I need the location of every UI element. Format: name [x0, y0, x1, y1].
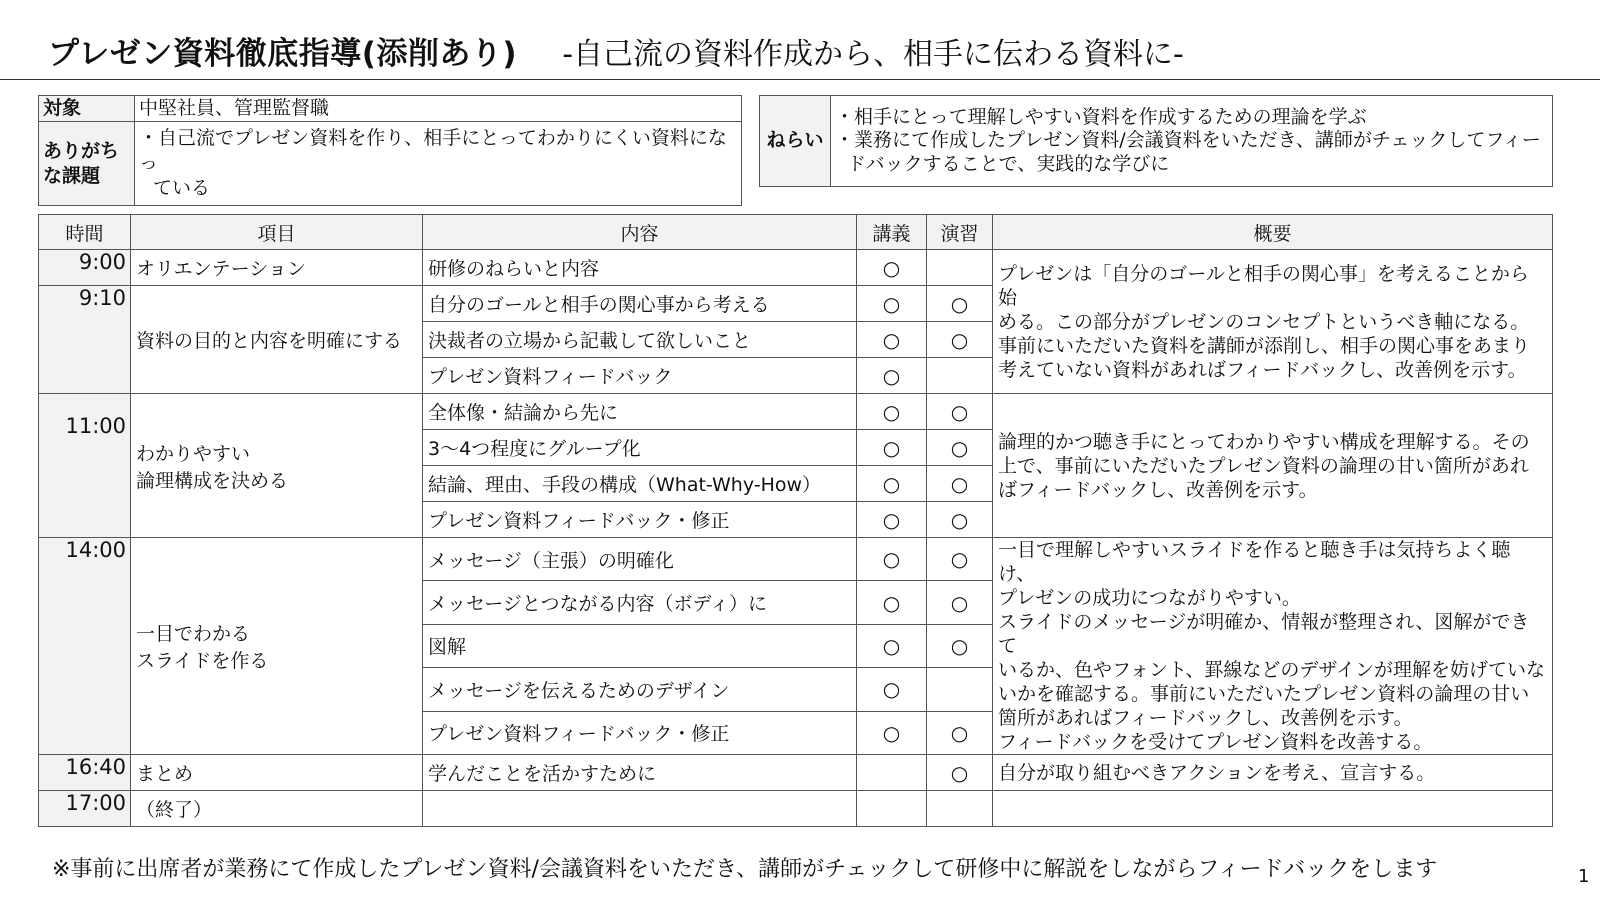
- table-row: [39, 755, 1553, 791]
- summary-cell: [993, 250, 1553, 394]
- time-cell: 17:00: [39, 791, 131, 827]
- content-cell: 3～4つ程度にグループ化: [423, 430, 857, 466]
- time-cell: 11:00: [39, 394, 131, 538]
- time-cell: 9:00: [39, 250, 131, 286]
- content-cell: 研修のねらいと内容: [423, 250, 857, 286]
- summary-cell: 自分が取り組むべきアクションを考え、宣言する。: [993, 755, 1553, 791]
- lecture-mark: ○: [857, 430, 927, 466]
- target-label: 対象: [39, 96, 135, 122]
- summary-line: 箇所があればフィードバックし、改善例を示す。: [998, 707, 1413, 729]
- table-row: [39, 538, 1553, 581]
- item-line: 論理構成を決める: [136, 469, 289, 492]
- exercise-mark: ○: [927, 755, 993, 791]
- exercise-mark: ○: [927, 322, 993, 358]
- summary-cell: [993, 394, 1553, 538]
- item-line: わかりやすい: [136, 442, 251, 465]
- aim-line: ・業務にて作成したプレゼン資料/会議資料をいただき、講師がチェックしてフィー: [835, 129, 1541, 152]
- content-cell: 図解: [423, 624, 857, 667]
- content-cell: [423, 791, 857, 827]
- exercise-mark: ○: [927, 466, 993, 502]
- issue-label: [39, 122, 135, 206]
- lecture-mark: ○: [857, 286, 927, 322]
- content-cell: メッセージ（主張）の明確化: [423, 538, 857, 581]
- summary-line: いかを確認する。事前にいただいたプレゼン資料の論理の甘い: [998, 683, 1530, 705]
- content-cell: 全体像・結論から先に: [423, 394, 857, 430]
- lecture-mark: ○: [857, 502, 927, 538]
- header-content: 内容: [423, 215, 857, 250]
- item-cell: まとめ: [131, 755, 423, 791]
- exercise-mark: ○: [927, 394, 993, 430]
- header-time: 時間: [39, 215, 131, 250]
- schedule-table: [38, 214, 1553, 827]
- info-aim-table: [759, 95, 1553, 187]
- item-cell: 資料の目的と内容を明確にする: [131, 286, 423, 394]
- item-line: 一目でわかる: [136, 623, 251, 645]
- info-target-issue-table: [38, 95, 742, 206]
- item-cell: [131, 394, 423, 538]
- summary-line: スライドのメッセージが明確か、情報が整理され、図解ができて: [998, 611, 1530, 657]
- lecture-mark: ○: [857, 250, 927, 286]
- summary-line: 考えていない資料があればフィードバックし、改善例を示す。: [998, 358, 1527, 381]
- exercise-mark: ○: [927, 711, 993, 754]
- content-cell: プレゼン資料フィードバック・修正: [423, 711, 857, 754]
- aim-line: ・相手にとって理解しやすい資料を作成するための理論を学ぶ: [835, 105, 1367, 128]
- summary-line: 上で、事前にいただいたプレゼン資料の論理の甘い箇所があれ: [998, 454, 1529, 477]
- header-exercise: 演習: [927, 215, 993, 250]
- issue-line: ている: [153, 177, 211, 199]
- footnote: ※事前に出席者が業務にて作成したプレゼン資料/会議資料をいただき、講師がチェックして研修中に解説をしながらフィードバックをします: [52, 857, 1438, 882]
- content-cell: プレゼン資料フィードバック・修正: [423, 502, 857, 538]
- time-cell: 9:10: [39, 286, 131, 394]
- content-cell: プレゼン資料フィードバック: [423, 358, 857, 394]
- content-cell: 自分のゴールと相手の関心事から考える: [423, 286, 857, 322]
- page-title: プレゼン資料徹底指導(添削あり): [48, 36, 518, 72]
- lecture-mark: ○: [857, 358, 927, 394]
- lecture-mark: [857, 791, 927, 827]
- target-value: 中堅社員、管理監督職: [135, 96, 742, 122]
- item-cell: （終了）: [131, 791, 423, 827]
- content-cell: メッセージとつながる内容（ボディ）に: [423, 581, 857, 624]
- exercise-mark: [927, 358, 993, 394]
- lecture-mark: ○: [857, 322, 927, 358]
- item-cell: オリエンテーション: [131, 250, 423, 286]
- title-row: [48, 28, 1184, 73]
- time-cell: 16:40: [39, 755, 131, 791]
- table-row: [39, 791, 1553, 827]
- summary-line: プレゼンは「自分のゴールと相手の関心事」を考えることから始: [998, 262, 1529, 309]
- lecture-mark: [857, 755, 927, 791]
- header-item: 項目: [131, 215, 423, 250]
- lecture-mark: ○: [857, 668, 927, 711]
- issue-value: [135, 122, 742, 206]
- exercise-mark: ○: [927, 581, 993, 624]
- title-divider: [0, 79, 1600, 80]
- aim-label: ねらい: [760, 96, 831, 187]
- exercise-mark: ○: [927, 538, 993, 581]
- summary-cell: [993, 538, 1553, 755]
- lecture-mark: ○: [857, 581, 927, 624]
- lecture-mark: ○: [857, 394, 927, 430]
- lecture-mark: ○: [857, 466, 927, 502]
- content-cell: 決裁者の立場から記載して欲しいこと: [423, 322, 857, 358]
- exercise-mark: [927, 791, 993, 827]
- exercise-mark: [927, 250, 993, 286]
- content-cell: 結論、理由、手段の構成（What-Why-How）: [423, 466, 857, 502]
- issue-line: ・自己流でプレゼン資料を作り、相手にとってわかりにくい資料になっ: [139, 127, 727, 174]
- exercise-mark: ○: [927, 624, 993, 667]
- exercise-mark: ○: [927, 286, 993, 322]
- lecture-mark: ○: [857, 624, 927, 667]
- page-number: 1: [1578, 866, 1590, 887]
- lecture-mark: ○: [857, 711, 927, 754]
- table-row: [39, 250, 1553, 286]
- summary-cell: [993, 791, 1553, 827]
- exercise-mark: ○: [927, 502, 993, 538]
- summary-line: プレゼンの成功につながりやすい。: [998, 587, 1301, 609]
- aim-line: ドバックすることで、実践的な学びに: [847, 152, 1170, 175]
- table-header-row: [39, 215, 1553, 250]
- content-cell: 学んだことを活かすために: [423, 755, 857, 791]
- issue-label-line: ありがち: [43, 139, 120, 162]
- summary-line: 一目で理解しやすいスライドを作ると聴き手は気持ちよく聴け、: [998, 539, 1511, 585]
- aim-value: [831, 96, 1553, 187]
- summary-line: フィードバックを受けてプレゼン資料を改善する。: [998, 731, 1433, 753]
- exercise-mark: [927, 668, 993, 711]
- lecture-mark: ○: [857, 538, 927, 581]
- header-lecture: 講義: [857, 215, 927, 250]
- page-subtitle: -自己流の資料作成から、相手に伝わる資料に-: [562, 37, 1184, 72]
- summary-line: 事前にいただいた資料を講師が添削し、相手の関心事をあまり: [998, 334, 1531, 357]
- time-cell: 14:00: [39, 538, 131, 755]
- table-row: [39, 394, 1553, 430]
- header-summary: 概要: [993, 215, 1553, 250]
- summary-line: ばフィードバックし、改善例を示す。: [998, 478, 1318, 501]
- summary-line: 論理的かつ聴き手にとってわかりやすい構成を理解する。その: [998, 430, 1530, 453]
- exercise-mark: ○: [927, 430, 993, 466]
- issue-label-line: な課題: [43, 164, 101, 187]
- content-cell: メッセージを伝えるためのデザイン: [423, 668, 857, 711]
- summary-line: める。この部分がプレゼンのコンセプトというべき軸になる。: [998, 310, 1530, 333]
- summary-line: いるか、色やフォント、罫線などのデザインが理解を妨げていな: [998, 659, 1546, 681]
- item-line: スライドを作る: [136, 650, 269, 672]
- item-cell: [131, 538, 423, 755]
